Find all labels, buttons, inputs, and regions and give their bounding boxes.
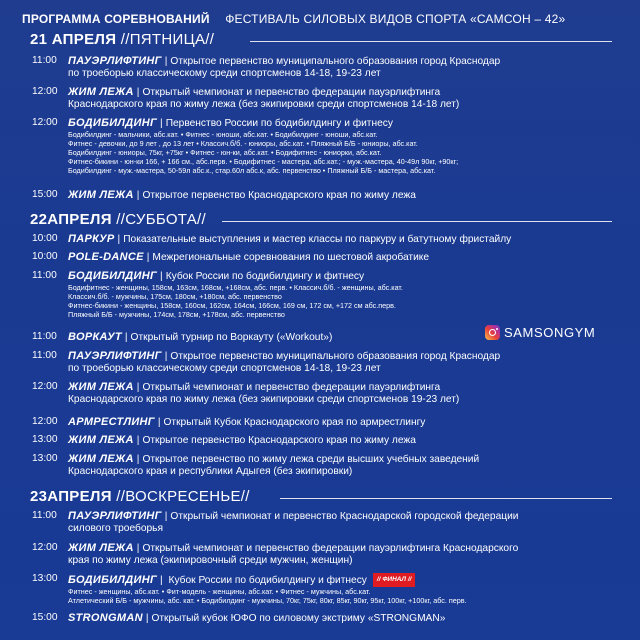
separator: | <box>136 543 140 554</box>
event-line <box>68 86 626 99</box>
event-line <box>68 117 626 130</box>
event-category: ВОРКАУТ <box>68 331 122 343</box>
event-detail: Бодибилдинг - юниоры, 75кг, +75кг • Фитнес - юн-ки, абс.кат. • Бодифитнес - юниорки, абс.кат. <box>68 148 382 157</box>
festival-title: ФЕСТИВАЛЬ СИЛОВЫХ ВИДОВ СПОРТА «САМСОН – 42» <box>225 12 566 26</box>
event-line <box>68 233 626 246</box>
event-body <box>68 434 626 447</box>
event-body <box>68 55 626 80</box>
event-body <box>68 117 626 175</box>
event-line <box>68 251 626 264</box>
event-row <box>18 270 626 319</box>
separator: | <box>146 252 150 263</box>
event-detail: Фитнес-бикини - юн-ки 166, + 166 см., абс.перв. • Бодифитнес - мастера, абс.кат.; - муж.-мастера, 40-49л 90кг, +90кг; <box>68 157 459 166</box>
event-body <box>68 86 626 111</box>
event-line <box>68 510 626 523</box>
event-time: 11:00 <box>32 331 57 342</box>
event-description: Открытое первенство Краснодарского края по жиму лежа <box>142 190 416 201</box>
event-line <box>68 270 626 283</box>
event-body <box>68 416 626 429</box>
event-row <box>18 573 626 605</box>
event-description: Открытый Кубок Краснодарского края по армрестлингу <box>163 417 426 428</box>
event-body <box>68 251 626 264</box>
separator: | <box>136 382 140 393</box>
event-description: Открытое первенство муниципального образования город Краснодар <box>170 56 501 67</box>
day-weekday: //СУББОТА// <box>111 211 206 228</box>
event-category: STRONGMAN <box>68 612 143 624</box>
event-category: ПАУЭРЛИФТИНГ <box>68 510 162 522</box>
event-line <box>68 542 626 555</box>
event-description: Открытый кубок ЮФО по силовому экстриму «STRONGMAN» <box>151 613 446 624</box>
event-detail: Бодибилдинг - муж.-мастера, 50-59л абс.к., стар.60л абс.к, абс. первенство • Пляжный Б/Б - мастера, абс.кат. <box>68 166 436 175</box>
event-category: ПАУЭРЛИФТИНГ <box>68 55 162 67</box>
event-line <box>68 350 626 363</box>
event-category: ПАРКУР <box>68 233 115 245</box>
event-detail: Фитнес-бикини - женщины, 158см, 160см, 162см, 164см, 166см, 169 см, 172 см, +172 см абс.перв. <box>68 301 396 310</box>
event-body <box>68 453 626 478</box>
event-line <box>68 434 626 447</box>
event-time: 13:00 <box>32 434 58 445</box>
event-time: 13:00 <box>32 453 58 464</box>
event-time: 11:00 <box>32 55 57 66</box>
instagram-handle-text: SAMSONGYM <box>504 325 596 340</box>
separator: | <box>136 87 140 98</box>
final-badge: // ФИНАЛ // <box>373 573 416 587</box>
event-category: ЖИМ ЛЕЖА <box>68 453 134 465</box>
event-category: ЖИМ ЛЕЖА <box>68 86 134 98</box>
event-description-continued: по троеборью классическому среди спортсменов 14-18, 19-23 лет <box>68 68 381 79</box>
event-description: Кубок России по бодибилдингу и фитнесу <box>165 271 365 282</box>
event-time: 13:00 <box>32 573 58 584</box>
event-line <box>68 612 626 625</box>
event-description-continued: Краснодарского края по жиму лежа (без экипировки среди спортсменов 19-23 лет) <box>68 394 460 405</box>
event-category: БОДИБИЛДИНГ <box>68 270 158 282</box>
event-time: 12:00 <box>32 86 58 97</box>
day-heading <box>30 488 250 505</box>
event-description-continued: Краснодарского края и республики Адыгея (без экипировки) <box>68 466 353 477</box>
event-row <box>18 416 626 429</box>
event-description: Показательные выступления и мастер классы по паркуру и батутному фристайлу <box>123 234 512 245</box>
event-category: ЖИМ ЛЕЖА <box>68 189 134 201</box>
day-heading <box>30 31 214 48</box>
event-time: 11:00 <box>32 510 57 521</box>
separator: | <box>157 417 161 428</box>
event-description: Открытое первенство Краснодарского края по жиму лежа <box>142 435 416 446</box>
event-line <box>68 381 626 394</box>
divider <box>280 498 612 499</box>
separator: | <box>160 118 163 129</box>
event-category: БОДИБИЛДИНГ <box>68 117 158 129</box>
event-time: 10:00 <box>32 251 58 262</box>
event-line <box>68 573 626 587</box>
event-row <box>18 453 626 478</box>
event-row <box>18 331 626 344</box>
event-description-continued: края по жиму лежа (экипировочный среди мужчин, женщин) <box>68 555 353 566</box>
separator: | <box>124 332 128 343</box>
separator: | <box>164 56 168 67</box>
event-row <box>18 117 626 175</box>
event-row <box>18 233 626 246</box>
event-body <box>68 270 626 319</box>
separator: | <box>136 435 140 446</box>
separator: | <box>164 511 168 522</box>
event-row <box>18 510 626 535</box>
event-body <box>68 233 626 246</box>
event-description: Открытый турнир по Воркауту («Workout») <box>130 332 333 343</box>
event-description: Кубок России по бодибилдингу и фитнесу <box>165 575 367 586</box>
event-line <box>68 453 626 466</box>
event-detail: Пляжный Б/Б - мужчины, 174см, 178см, +178см, абс. первенство <box>68 310 285 319</box>
event-category: ПАУЭРЛИФТИНГ <box>68 350 162 362</box>
event-time: 15:00 <box>32 612 58 623</box>
event-time: 10:00 <box>32 233 58 244</box>
separator: | <box>164 351 168 362</box>
event-description: Открытое первенство муниципального образования город Краснодар <box>170 351 501 362</box>
separator: | <box>160 271 163 282</box>
event-time: 15:00 <box>32 189 58 200</box>
event-category: АРМРЕСТЛИНГ <box>68 416 155 428</box>
event-line <box>68 55 626 68</box>
event-detail: Бодифитнес - женщины, 158см, 163см, 168см, +168см, абс. перв. • Классич.б/б. - женщины, абс.кат. <box>68 283 403 292</box>
separator: | <box>145 613 149 624</box>
event-description-continued: Краснодарского края по жиму лежа (без экипировки среди спортсменов 14-18 лет) <box>68 99 460 110</box>
event-description-continued: силового троеборья <box>68 523 164 534</box>
event-description: Открытый чемпионат и первенство федерации пауэрлифтинга Краснодарского <box>142 543 519 554</box>
program-title: ПРОГРАММА СОРЕВНОВАНИЙ <box>22 12 210 26</box>
event-row <box>18 542 626 567</box>
event-body <box>68 542 626 567</box>
event-row <box>18 55 626 80</box>
event-time: 12:00 <box>32 416 58 427</box>
event-row <box>18 381 626 406</box>
event-row <box>18 86 626 111</box>
day-date: 21 АПРЕЛЯ <box>30 31 117 48</box>
event-time: 11:00 <box>32 270 57 281</box>
separator: | <box>160 575 163 586</box>
divider <box>250 41 612 42</box>
day-weekday: //ВОСКРЕСЕНЬЕ// <box>111 488 250 505</box>
event-row <box>18 189 626 202</box>
event-line <box>68 331 626 344</box>
event-category: БОДИБИЛДИНГ <box>68 574 158 586</box>
day-weekday: //ПЯТНИЦА// <box>116 31 215 48</box>
event-description: Межрегиональные соревнования по шестовой акробатике <box>152 252 430 263</box>
event-line <box>68 189 626 202</box>
event-time: 12:00 <box>32 542 58 553</box>
event-detail: Фитнес - женщины, абс.кат. • Фит-модель - женщины, абс.кат. • Фитнес - мужчины, абс.кат. <box>68 587 371 596</box>
separator: | <box>136 190 140 201</box>
event-category: ЖИМ ЛЕЖА <box>68 381 134 393</box>
day-date: 23АПРЕЛЯ <box>30 488 112 505</box>
event-description: Открытый чемпионат и первенство федерации пауэрлифтинга <box>142 87 441 98</box>
event-category: ЖИМ ЛЕЖА <box>68 542 134 554</box>
event-body <box>68 189 626 202</box>
separator: | <box>117 234 121 245</box>
event-detail: Бодибилдинг - мальчики, абс.кат. • Фитнес - юноши, абс.кат. • Бодибилдинг - юноши, абс.кат. <box>68 130 378 139</box>
event-category: ЖИМ ЛЕЖА <box>68 434 134 446</box>
event-description: Открытое первенство по жиму лежа среди высших учебных заведений <box>142 454 480 465</box>
event-detail: Фитнес - девочки, до 9 лет , до 13 лет • Классич.б/б. - юниоры, абс.кат. • Пляжный Б/Б - юниоры, абс.кат. <box>68 139 418 148</box>
header <box>22 12 622 26</box>
event-row <box>18 251 626 264</box>
event-time: 12:00 <box>32 117 58 128</box>
event-detail: Классич.б/б. - мужчины, 175см, 180см, +180см, абс. первенство <box>68 292 282 301</box>
event-line <box>68 416 626 429</box>
divider <box>222 221 612 222</box>
event-description-continued: по троеборью классическому среди спортсменов 14-18, 19-23 лет <box>68 363 381 374</box>
event-body <box>68 350 626 375</box>
event-time: 11:00 <box>32 350 57 361</box>
event-body <box>68 331 626 344</box>
event-description: Открытый чемпионат и первенство федерации пауэрлифтинга <box>142 382 441 393</box>
event-category: POLE-DANCE <box>68 251 144 263</box>
event-row <box>18 350 626 375</box>
event-body <box>68 381 626 406</box>
separator: | <box>136 454 140 465</box>
event-description: Первенство России по бодибилдингу и фитнесу <box>165 118 393 129</box>
event-body <box>68 510 626 535</box>
event-body <box>68 573 626 605</box>
event-time: 12:00 <box>32 381 58 392</box>
event-row <box>18 434 626 447</box>
event-body <box>68 612 626 625</box>
day-date: 22АПРЕЛЯ <box>30 211 112 228</box>
day-heading <box>30 211 206 228</box>
event-description: Открытый чемпионат и первенство Краснодарской городской федерации <box>170 511 519 522</box>
event-detail: Атлетический Б/Б - мужчины, абс. кат. • Бодибилдинг - мужчины, 70кг, 75кг, 80кг, 85кг, 90кг, 95кг, 100кг, +100кг, абс. перв. <box>68 596 467 605</box>
event-row <box>18 612 626 625</box>
